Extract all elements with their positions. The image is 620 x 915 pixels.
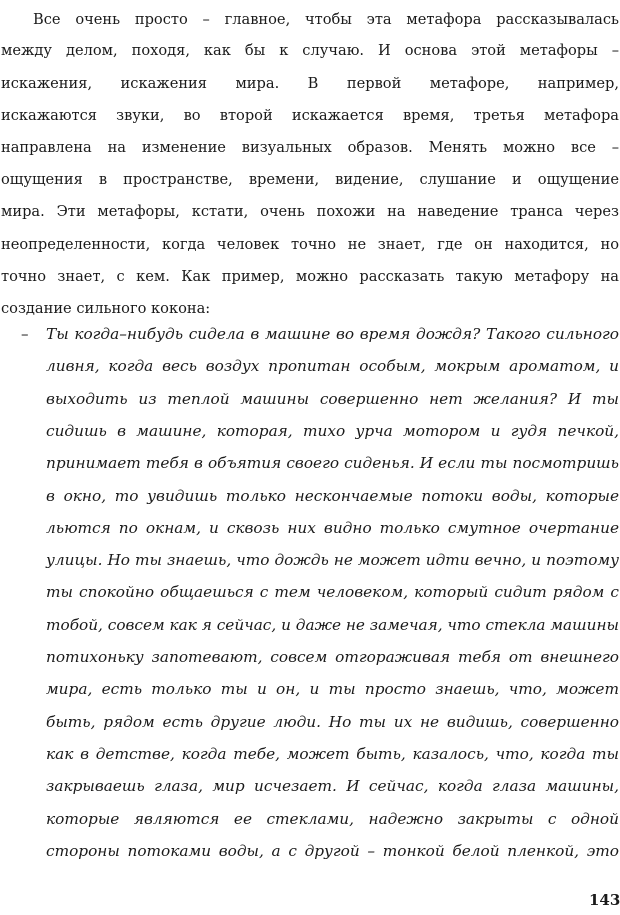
quote-line: сидишь в машине, которая, тихо урча мотором и гудя печкой, (46, 421, 619, 440)
quote-line: как в детстве, когда тебе, может быть, казалось, что, когда ты (46, 744, 619, 763)
quote-line: потихоньку запотевают, совсем отгораживая тебя от внешнего (46, 648, 619, 666)
quote-line: быть, рядом есть другие люди. Но ты их не видишь, совершенно (46, 712, 619, 731)
quote-line: выходить из теплой машины совершенно нет желания? И ты (46, 389, 619, 408)
paragraph-line: между делом, походя, как бы к случаю. И основа этой метафоры – (1, 42, 619, 59)
paragraph-line: создание сильного кокона: (1, 300, 211, 317)
quote-line: принимает тебя в объятия своего сиденья. И если ты посмотришь (46, 454, 619, 473)
paragraph-line: искажаются звуки, во второй искажается время, третья метафора (1, 107, 619, 124)
quote-line: закрываешь глаза, мир исчезает. И сейчас, когда глаза машины, (46, 777, 619, 796)
paragraph-line: направлена на изменение визуальных образов. Менять можно все – (1, 139, 619, 156)
quote-line: Ты когда–нибудь сидела в машине во время дождя? Такого сильного (46, 325, 619, 343)
paragraph-line: ощущения в пространстве, времени, видение, слушание и ощущение (1, 171, 619, 188)
quote-line: стороны потоками воды, а с другой – тонкой белой пленкой, это (46, 841, 619, 860)
paragraph-line: точно знает, с кем. Как пример, можно рассказать такую метафору на (1, 268, 619, 285)
quote-line: тобой, совсем как я сейчас, и даже не замечая, что стекла машины (46, 615, 619, 634)
quote-line: ты спокойно общаешься с тем человеком, который сидит рядом с (46, 583, 619, 602)
quote-line: в окно, то увидишь только нескончаемые потоки воды, которые (46, 486, 619, 505)
page-number: 143 (589, 891, 620, 909)
quote-line: ливня, когда весь воздух пропитан особым, мокрым ароматом, и (46, 357, 619, 376)
paragraph-line: Все очень просто – главное, чтобы эта метафора рассказывалась (33, 11, 619, 28)
quote-line: улицы. Но ты знаешь, что дождь не может идти вечно, и поэтому (46, 551, 619, 570)
quote-line: которые являются ее стеклами, надежно закрыты с одной (46, 809, 619, 828)
paragraph-line: неопределенности, когда человек точно не знает, где он находится, но (1, 236, 619, 253)
quote-line: мира, есть только ты и он, и ты просто знаешь, что, может (46, 680, 619, 699)
quote-dash: – (21, 325, 29, 343)
quote-line: льются по окнам, и сквозь них видно только смутное очертание (46, 518, 619, 537)
paragraph-line: искажения, искажения мира. В первой метафоре, например, (1, 75, 619, 92)
paragraph-line: мира. Эти метафоры, кстати, очень похожи на наведение транса через (1, 203, 619, 220)
